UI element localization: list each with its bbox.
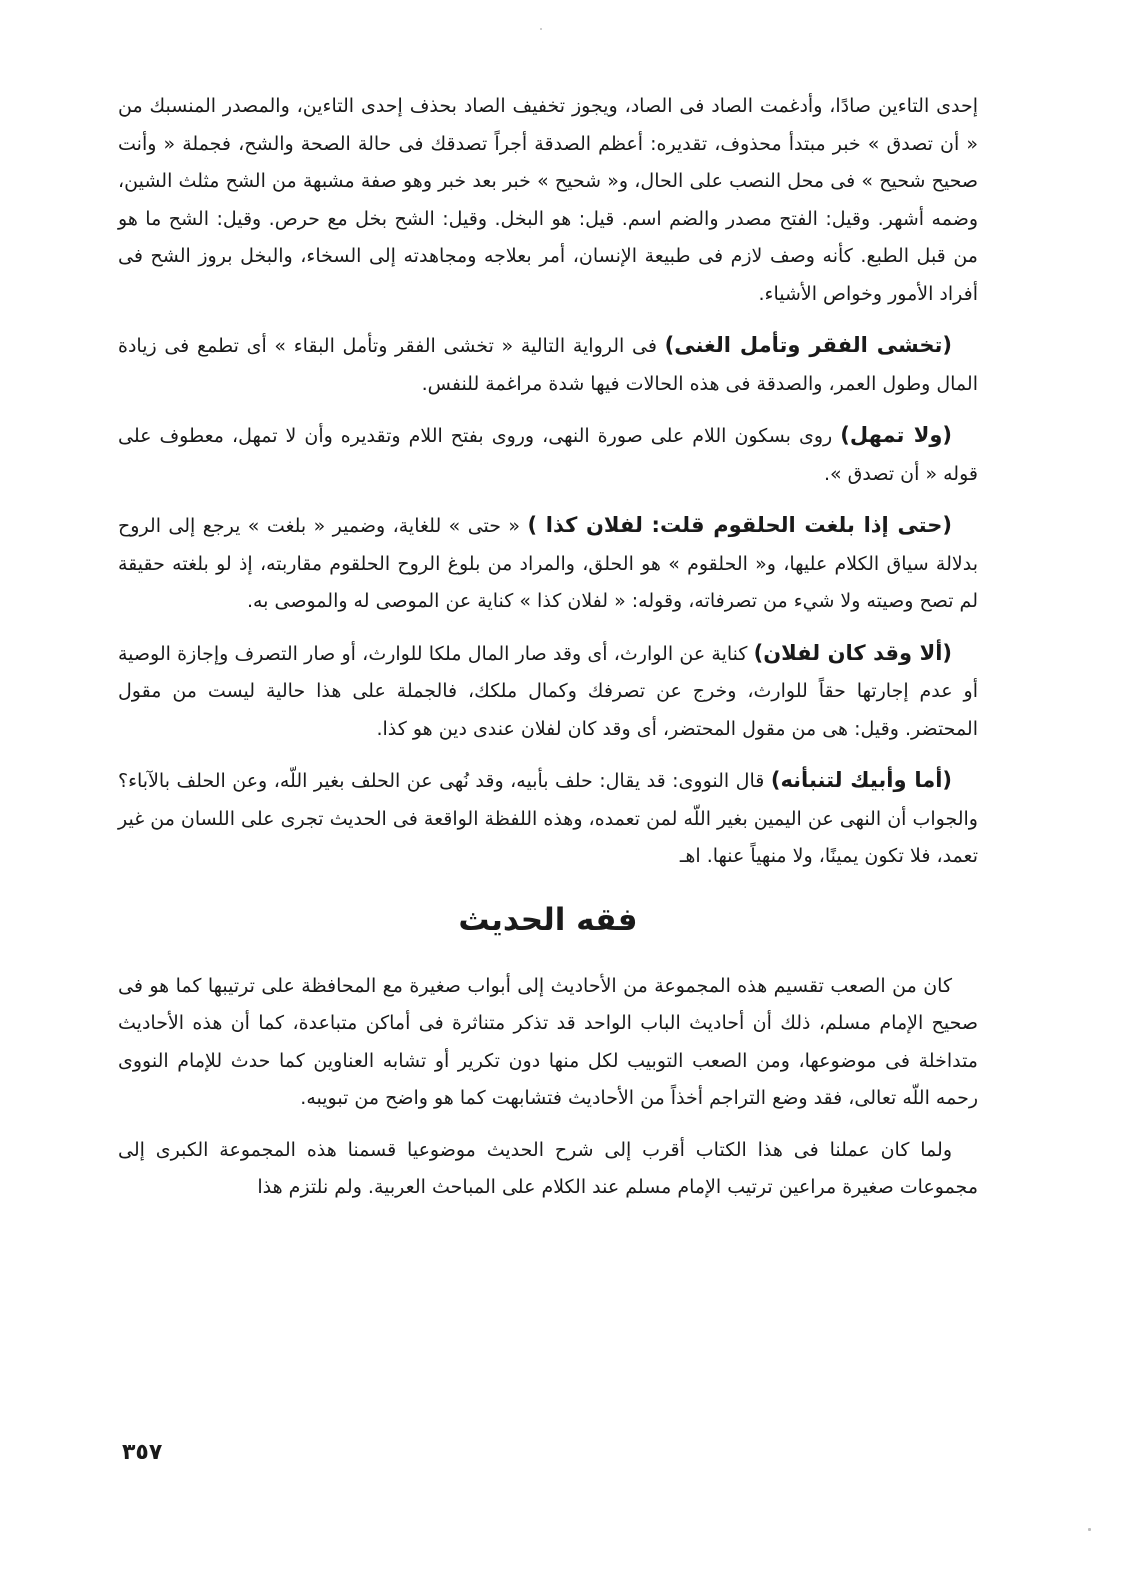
- lemma-heading: (تخشى الفقر وتأمل الغنى): [664, 333, 952, 357]
- paragraph-lemma-3: [118, 507, 978, 621]
- body-text: [118, 88, 978, 1221]
- lemma-heading: (ولا تمهل): [840, 423, 952, 447]
- paragraph-text: كناية عن الوارث، أى وقد صار المال ملكا للوارث، أو صار التصرف وإجازة الوصية أو عدم إجارتها حقاً للوارث، وخرج عن تصرفك وكمال ملكك، فالجملة على هذا حالية ليست من مقول المحتضر. وقيل: هى من مقول المحتضر، أى وقد كان لفلان عندى دين هو كذا.: [118, 642, 978, 740]
- paragraph-text: إحدى التاءين صادًا، وأدغمت الصاد فى الصاد، ويجوز تخفيف الصاد بحذف إحدى التاءين، والمصدر المنسبك من « أن تصدق » خبر مبتدأ محذوف، تقديره: أعظم الصدقة أجراً تصدقك فى حالة الصحة والشح، فجملة « وأنت صحيح شحيح » فى محل النصب على الحال، و« شحيح » خبر بعد خبر وهو صفة مشبهة من الشح مثلث الشين، وضمه أشهر. وقيل: الفتح مصدر والضم اسم. قيل: هو البخل. وقيل: الشح بخل مع حرص. وقيل: الشح ما هو من قبل الطبع. كأنه وصف لازم فى طبيعة الإنسان، أمر بعلاجه ومجاهدته إلى السخاء، والبخل بروز الشح فى أفراد الأمور وخواص الأشياء.: [118, 95, 978, 305]
- lemma-heading: (حتى إذا بلغت الحلقوم قلت: لفلان كذا ): [527, 513, 952, 537]
- lemma-heading: (ألا وقد كان لفلان): [753, 640, 952, 665]
- paragraph-text: روى بسكون اللام على صورة النهى، وروى بفتح اللام وتقديره وأن لا تمهل، معطوف على قوله « أن تصدق ».: [118, 425, 978, 485]
- paragraph-text: « حتى » للغاية، وضمير « بلغت » يرجع إلى الروح بدلالة سياق الكلام عليها، و« الحلقوم » هو الحلق، والمراد من بلوغ الروح الحلقوم مقاربته، إذ لو بلغته حقيقة لم تصح وصيته ولا شيء من تصرفاته، وقوله: « لفلان كذا » كناية عن الموصى له والموصى به.: [118, 515, 978, 612]
- paragraph-text: فى الرواية التالية « تخشى الفقر وتأمل البقاء » أى تطمع فى زيادة المال وطول العمر، والصدقة فى هذه الحالات فيها شدة مراغمة للنفس.: [118, 335, 978, 395]
- section-paragraph-2: ولما كان عملنا فى هذا الكتاب أقرب إلى شرح الحديث موضوعيا قسمنا هذه المجموعة الكبرى إلى مجموعات صغيرة مراعين ترتيب الإمام مسلم عند الكلام على المباحث العربية. ولم نلتزم هذا: [118, 1138, 978, 1198]
- paragraph-text: قال النووى: قد يقال: حلف بأبيه، وقد نُهى عن الحلف بغير اللّه، وعن الحلف بالآباء؟ والجواب أن النهى عن اليمين بغير اللّه لمن تعمده، وهذه اللفظة الواقعة فى الحديث تجرى على اللسان من غير تعمد، فلا تكون يمينًا، ولا منهياً عنها. اهـ: [118, 770, 978, 867]
- scan-speck: [540, 28, 542, 30]
- section-paragraph-1: كان من الصعب تقسيم هذه المجموعة من الأحاديث إلى أبواب صغيرة مع المحافظة على ترتيبها كما هو فى صحيح الإمام مسلم، ذلك أن أحاديث الباب الواحد قد تذكر متناثرة فى أماكن متباعدة، كما أن هذه الأحاديث متداخلة فى موضوعها، ومن الصعب التوبيب لكل منها دون تكرير أو تشابه العناوين كما حدث للإمام النووى رحمه اللّه تعالى، فقد وضع التراجم أخذاً من الأحاديث فتشابهت كما هو واضح من تبويبه.: [118, 974, 978, 1109]
- paragraph-continuation: [118, 88, 978, 313]
- paragraph-lemma-1: [118, 327, 978, 403]
- paragraph-lemma-2: [118, 417, 978, 493]
- paragraph-lemma-4: [118, 635, 978, 749]
- paragraph-lemma-5: [118, 762, 978, 876]
- page-number: ٣٥٧: [122, 1440, 163, 1465]
- scan-speck: [1088, 1528, 1091, 1531]
- section-title: فقه الحديث: [458, 901, 638, 938]
- lemma-heading: (أما وأبيك لتنبأنه): [770, 768, 952, 792]
